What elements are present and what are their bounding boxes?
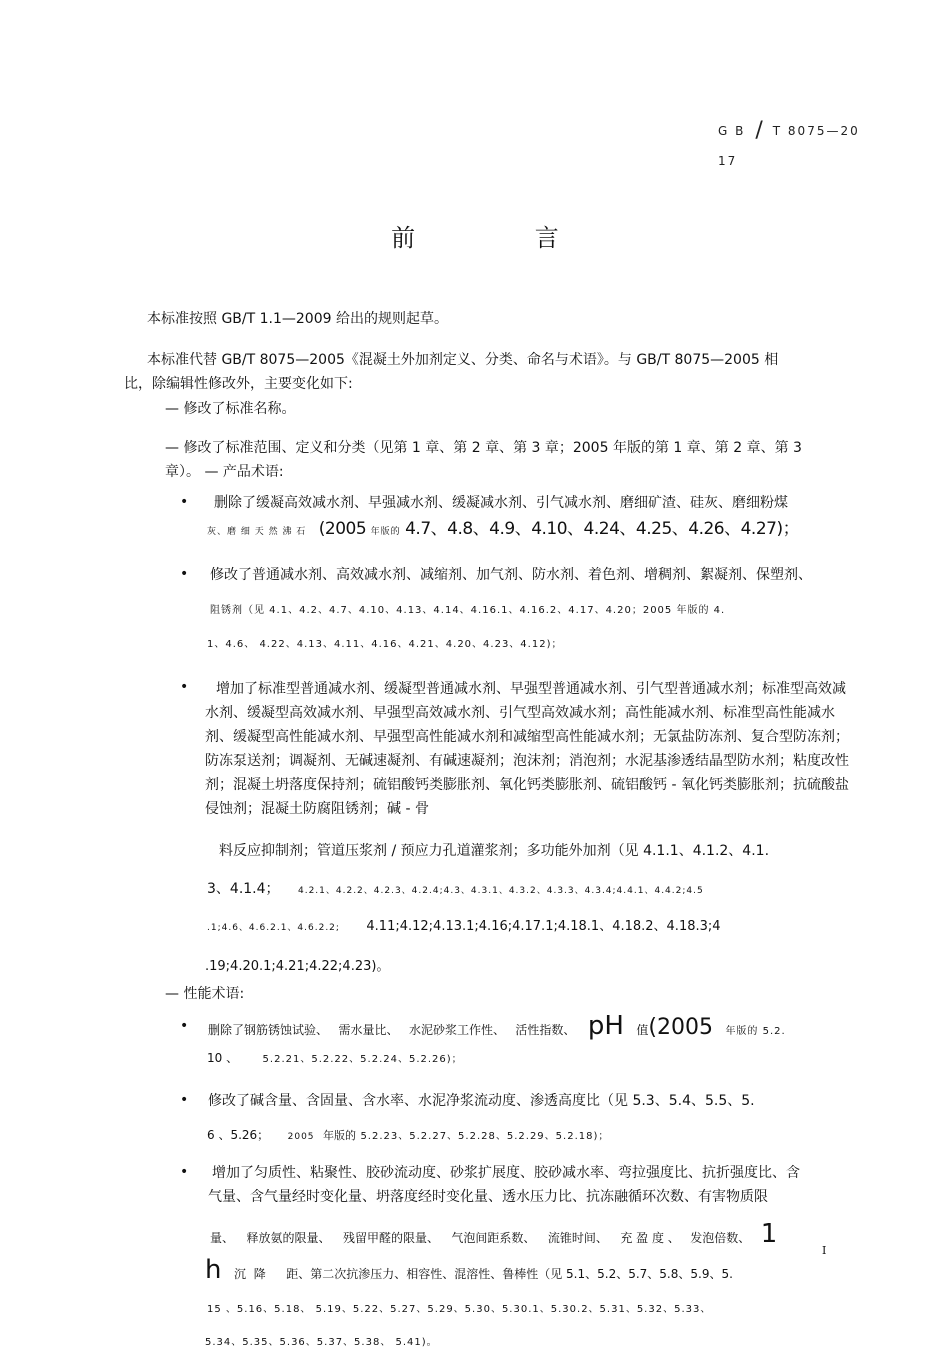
bullet-dot-icon: •: [180, 1092, 189, 1108]
b1-year-suffix: 年版的: [370, 527, 401, 537]
b1-line1: 删除了缓凝高效减水剂、早强减水剂、缓凝减水剂、引气减水剂、磨细矿渣、硅灰、磨细粉煤: [214, 495, 788, 511]
c1-value-label: 值: [636, 1023, 649, 1037]
b2-line1: 修改了普通减水剂、高效减水剂、减缩剂、加气剂、防水剂、着色剂、增稠剂、絮凝剂、保塑剂、: [210, 567, 812, 583]
change-item-scope-line2: 章）。 — 产品术语:: [165, 464, 284, 480]
c3-line3-one: 1: [760, 1219, 778, 1249]
c1-removed-d: 活性指数、: [515, 1023, 576, 1037]
c3-line3-f: 充 盈 度 、: [620, 1231, 680, 1245]
b3-line7-start: 3、4.1.4；: [207, 881, 280, 897]
change-item-name: — 修改了标准名称。: [165, 401, 296, 417]
bullet-dot-icon: •: [180, 494, 189, 510]
c2-line2-clauses: 5.2.23、5.2.27、5.2.28、5.2.29、5.2.18)；: [360, 1131, 610, 1142]
page-number: I: [822, 1244, 827, 1257]
c3-line3-d: 气泡间距系数、: [451, 1231, 536, 1245]
paragraph-replaces-line2: 比，除编辑性修改外，主要变化如下:: [124, 376, 353, 392]
c1-removed-a: 删除了钢筋锈蚀试验、: [208, 1023, 329, 1037]
standard-code-number: T 8075—20: [772, 124, 860, 138]
bullet-dot-icon: •: [180, 679, 189, 695]
b3-line9: .19;4.20.1;4.21;4.22;4.23)。: [205, 959, 390, 974]
c3-line3-c: 残留甲醛的限量、: [342, 1231, 439, 1245]
paragraph-drafting-rules: 本标准按照 GB/T 1.1—2009 给出的规则起草。: [147, 311, 448, 327]
c3-line5: 15 、5.16、5.18、 5.19、5.22、5.27、5.29、5.30、5.30.1、5.30.2、5.31、5.32、5.33、: [207, 1304, 712, 1315]
bullet-dot-icon: •: [180, 1018, 189, 1034]
c3-line6: 5.34、5.35、5.36、5.37、5.38、 5.41)。: [205, 1337, 438, 1348]
b2-line2: 阻锈剂（见 4.1、4.2、4.7、4.10、4.13、4.14、4.16.1、4.16.2、4.17、4.20；2005 年版的 4.: [210, 605, 726, 616]
standard-code-prefix: G B: [718, 124, 746, 138]
page-title: 前 言: [391, 224, 615, 252]
c3-line4-rest: 距、第二次抗渗压力、相容性、混溶性、鲁棒性（见 5.1、5.2、5.7、5.8、5.9、5.: [286, 1267, 733, 1281]
page-header: [718, 116, 860, 176]
bullet-dot-icon: •: [180, 566, 189, 582]
b1-year: (2005: [318, 519, 367, 539]
performance-terms-heading: — 性能术语:: [165, 986, 245, 1002]
slash-glyph: /: [755, 118, 763, 143]
c1-ph: pH: [587, 1011, 624, 1041]
c1-line2-clauses: 5.2.21、5.2.22、5.2.24、5.2.26)；: [262, 1054, 463, 1065]
c3-line3-g: 发泡倍数、: [690, 1231, 751, 1245]
b3-paragraph: 增加了标准型普通减水剂、缓凝型普通减水剂、早强型普通减水剂、引气型普通减水剂；标准型高效减水剂、缓凝型高效减水剂、早强型高效减水剂、引气型高效减水剂；高性能减水剂、标准型高性能减水剂、缓凝型高性能减水剂、早强型高性能减水剂和减缩型高性能减水剂；无氯盐防冻剂、复合型防冻剂；防冻泵送剂；调凝剂、无碱速凝剂、有碱速凝剂；泡沫剂；消泡剂；水泥基渗透结晶型防水剂；粘度改性剂；混凝土坍落度保持剂；硫铝酸钙类膨胀剂、氧化钙类膨胀剂、硫铝酸钙 - 氧化钙类膨胀剂；抗硫酸盐侵蚀剂；混凝土防腐阻锈剂；碱 - 骨: [205, 681, 849, 817]
c1-year: (2005: [648, 1015, 713, 1040]
c3-line3-b: 释放氨的限量、: [246, 1231, 331, 1245]
b2-line3: 1、4.6、 4.22、4.13、4.11、4.16、4.21、4.20、4.23、4.12)；: [207, 639, 563, 650]
c3-line1: 增加了匀质性、粘聚性、胶砂流动度、砂浆扩展度、胶砂减水率、弯拉强度比、抗折强度比、含: [212, 1165, 800, 1181]
b1-removed-items: 灰、磨 细 天 然 沸 石: [207, 527, 307, 537]
c2-line1: 修改了碱含量、含固量、含水率、水泥净浆流动度、渗透高度比（见 5.3、5.4、5.5、5.: [208, 1093, 755, 1109]
c3-line4-h: h: [205, 1255, 222, 1285]
b1-clauses: 4.7、4.8、4.9、4.10、4.24、4.25、4.26、4.27)；: [405, 519, 800, 539]
c1-removed-c: 水泥砂浆工作性、: [408, 1023, 505, 1037]
c1-line2-start: 10 、: [207, 1051, 239, 1065]
c1-removed-b: 需水量比、: [338, 1023, 399, 1037]
b3-line7-clauses: 4.2.1、4.2.2、4.2.3、4.2.4;4.3、4.3.1、4.3.2、4.3.3、4.3.4;4.4.1、4.4.2;4.5: [297, 886, 704, 896]
c2-line2-year: 2005: [287, 1132, 315, 1142]
c3-line4-settle: 沉 降: [233, 1267, 268, 1281]
change-item-scope-line1: — 修改了标准范围、定义和分类（见第 1 章、第 2 章、第 3 章；2005 年版的第 1 章、第 2 章、第 3: [165, 440, 802, 456]
b3-line6: 料反应抑制剂；管道压浆剂 / 预应力孔道灌浆剂；多功能外加剂（见 4.1.1、4.1.2、4.1.: [219, 843, 770, 859]
standard-code-year-tail: 17: [718, 154, 738, 168]
c1-year-suffix: 年版的 5.2.: [725, 1026, 786, 1037]
paragraph-replaces-line1: 本标准代替 GB/T 8075—2005《混凝土外加剂定义、分类、命名与术语》。与 GB/T 8075—2005 相: [147, 352, 779, 368]
c3-line2: 气量、含气量经时变化量、坍落度经时变化量、透水压力比、抗冻融循环次数、有害物质限: [208, 1189, 768, 1205]
b3-line8-start: .1;4.6、4.6.2.1、4.6.2.2;: [207, 923, 340, 933]
c3-line3-e: 流锥时间、: [547, 1231, 608, 1245]
c2-line2-year-suffix: 年版的: [322, 1129, 356, 1142]
b3-line8-clauses: 4.11;4.12;4.13.1;4.16;4.17.1;4.18.1、4.18.2、4.18.3;4: [366, 919, 721, 934]
c3-line3-a: 量、: [210, 1231, 235, 1245]
c2-line2-start: 6 、5.26；: [207, 1128, 270, 1142]
bullet-dot-icon: •: [180, 1164, 189, 1180]
